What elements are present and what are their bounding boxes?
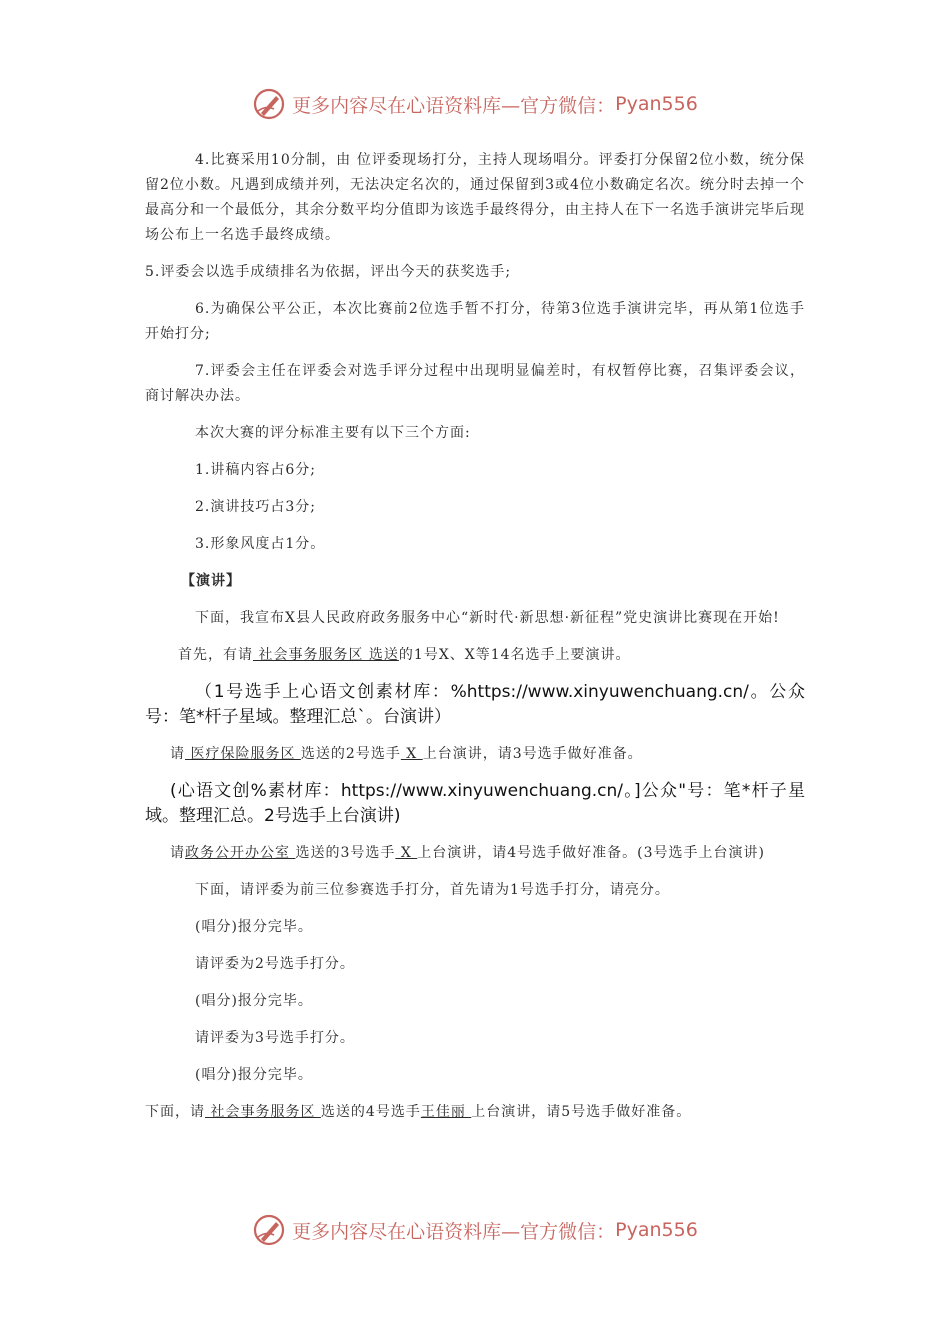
paragraph: 5.评委会以选手成绩排名为依据，评出今天的获奖选手; <box>145 264 512 280</box>
text-run: 首先，有请 <box>178 647 253 663</box>
underlined-text: 社会事务服务区 <box>205 1104 321 1120</box>
header-banner <box>0 84 950 124</box>
text-run: 请 <box>170 845 185 861</box>
paragraph: (唱分)报分完毕。 <box>195 919 313 935</box>
section-heading: 【演讲】 <box>181 573 241 589</box>
paragraph: 6.为确保公平公正，本次比赛前2位选手暂不打分，待第3位选手演讲完毕，再从第1位选手开始打分; <box>145 301 805 342</box>
header-wechat-id: Pyan556 <box>615 93 698 115</box>
underlined-text: 医疗保险服务区 <box>185 746 301 762</box>
paragraph: (心语文创%素材库：https://www.xinyuwenchuang.cn/。]公众"号：笔*杆子星域。整理汇总。2号选手上台演讲) <box>145 781 805 826</box>
paragraph: 本次大赛的评分标准主要有以下三个方面: <box>195 425 471 441</box>
text-run: 的1号X、X等14名选手上要演讲。 <box>398 647 631 663</box>
footer-banner <box>0 1210 950 1250</box>
text-run: 选送的2号选手 <box>300 746 401 762</box>
list-item: 3.形象风度占1分。 <box>195 536 326 552</box>
paragraph <box>145 742 805 767</box>
paragraph <box>145 841 805 866</box>
underlined-text: 政务公开办公室 <box>185 845 296 861</box>
paragraph: (唱分)报分完毕。 <box>195 993 313 1009</box>
text-run: 上台演讲，请3号选手做好准备。 <box>422 746 643 762</box>
paragraph <box>145 1100 805 1125</box>
paragraph: 下面，我宣布X县人民政府政务服务中心“新时代·新思想·新征程”党史演讲比赛现在开始! <box>195 610 780 626</box>
underlined-text: 社会事务服务区 选送 <box>253 647 399 663</box>
text-run: 下面，请 <box>145 1104 205 1120</box>
paragraph: 4.比赛采用10分制，由 位评委现场打分，主持人现场唱分。评委打分保留2位小数，统分保留2位小数。凡遇到成绩并列，无法决定名次的，通过保留到3或4位小数确定名次。统分时去掉一个最高分和一个最低分，其余分数平均分值即为该选手最终得分，由主持人在下一名选手演讲完毕后现场公布上一名选手最终成绩。 <box>145 152 805 243</box>
underlined-text: X <box>400 746 423 762</box>
pen-logo-icon <box>252 87 286 121</box>
paragraph: （1号选手上心语文创素材库：%https://www.xinyuwenchuang.cn/。公众号：笔*杆子星域。整理汇总`。台演讲） <box>145 682 805 727</box>
list-item: 2.演讲技巧占3分; <box>195 499 316 515</box>
text-run: 选送的4号选手 <box>320 1104 421 1120</box>
paragraph: (唱分)报分完毕。 <box>195 1067 313 1083</box>
underlined-text: 王佳丽 <box>420 1104 472 1120</box>
footer-text: 更多内容尽在心语资料库—官方微信： <box>292 1220 616 1243</box>
paragraph: 7.评委会主任在评委会对选手评分过程中出现明显偏差时，有权暂停比赛，召集评委会议，商讨解决办法。 <box>145 363 805 404</box>
paragraph: 下面，请评委为前三位参赛选手打分，首先请为1号选手打分，请亮分。 <box>195 882 670 898</box>
underlined-text: X <box>395 845 418 861</box>
paragraph: 请评委为3号选手打分。 <box>195 1030 355 1046</box>
paragraph <box>145 643 805 668</box>
text-run: 请 <box>170 746 185 762</box>
pen-logo-icon <box>252 1213 286 1247</box>
document-body <box>145 148 805 1137</box>
text-run: 选送的3号选手 <box>295 845 396 861</box>
text-run: 上台演讲，请4号选手做好准备。(3号选手上台演讲) <box>417 845 765 861</box>
footer-wechat-id: Pyan556 <box>615 1219 698 1241</box>
text-run: 上台演讲，请5号选手做好准备。 <box>471 1104 692 1120</box>
list-item: 1.讲稿内容占6分; <box>195 462 316 478</box>
header-text: 更多内容尽在心语资料库—官方微信： <box>292 94 616 117</box>
paragraph: 请评委为2号选手打分。 <box>195 956 355 972</box>
